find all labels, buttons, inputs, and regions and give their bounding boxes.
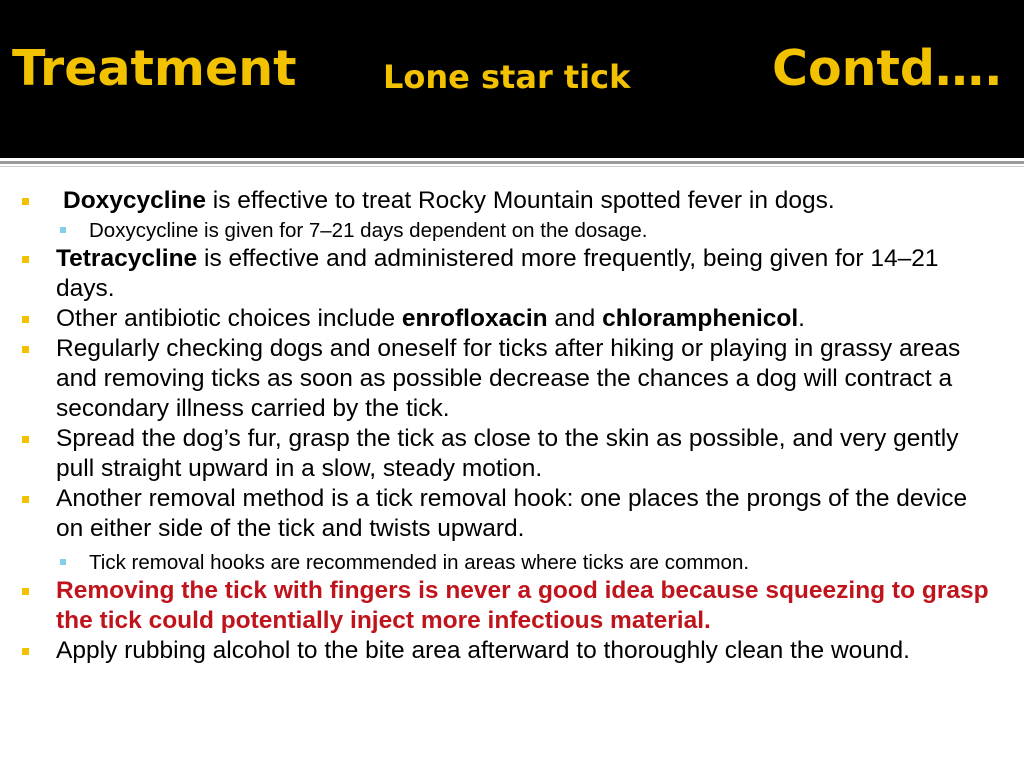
sub-item-text: Doxycycline is given for 7–21 days dependent on the dosage. xyxy=(89,219,648,242)
list-item-text: Spread the dog’s fur, grasp the tick as close to the skin as possible, and very gently pull straight upward in a slow, steady motion. xyxy=(56,425,959,482)
list-item-text: . xyxy=(798,305,805,332)
square-bullet-icon xyxy=(22,316,29,323)
sub-item-text: Tick removal hooks are recommended in areas where ticks are common. xyxy=(89,551,750,574)
drug-name: chloramphenicol xyxy=(602,305,799,332)
list-item-text: is effective to treat Rocky Mountain spotted fever in dogs. xyxy=(206,187,835,214)
slide-title-continued: Contd…. xyxy=(772,40,1003,97)
list-item-text: is effective and administered more frequently, being given for 14–21 days. xyxy=(56,245,939,302)
list-item-text: Regularly checking dogs and oneself for ticks after hiking or playing in grassy areas and removing ticks as soon as possible decrease the chances a dog will contract a secondary illness carried by the tick. xyxy=(56,335,961,422)
list-item-regular-checking xyxy=(0,334,1024,424)
header-divider-thin xyxy=(0,166,1024,167)
square-bullet-icon xyxy=(60,227,66,233)
square-bullet-icon xyxy=(22,648,29,655)
drug-name: Tetracycline xyxy=(56,245,198,272)
list-item-text: Another removal method is a tick removal hook: one places the prongs of the device on either side of the tick and twists upward. xyxy=(56,485,968,542)
slide-header xyxy=(0,0,1024,158)
list-item-text: and xyxy=(547,305,603,332)
list-item-other-antibiotics xyxy=(0,304,1024,334)
header-divider xyxy=(0,161,1024,164)
warning-text: Removing the tick with fingers is never a good idea because squeezing to grasp the tick could potentially inject more infectious material. xyxy=(56,577,989,634)
square-bullet-icon xyxy=(22,496,29,503)
list-item-tetracycline xyxy=(0,244,1024,304)
list-item-text: Apply rubbing alcohol to the bite area afterward to thoroughly clean the wound. xyxy=(56,637,910,664)
sub-item-removal-hook-use xyxy=(0,550,1024,576)
drug-name: enrofloxacin xyxy=(401,305,548,332)
list-item-removal-hook xyxy=(0,484,1024,544)
list-item-aftercare xyxy=(0,636,1024,666)
bullet-list xyxy=(0,186,1024,666)
square-bullet-icon xyxy=(22,436,29,443)
list-item-text: Other antibiotic choices include xyxy=(56,305,402,332)
square-bullet-icon xyxy=(22,256,29,263)
sub-item-doxycycline-duration xyxy=(0,218,1024,244)
list-item-warning xyxy=(0,576,1024,636)
square-bullet-icon xyxy=(22,346,29,353)
drug-name: Doxycycline xyxy=(63,187,206,214)
slide-title: Treatment xyxy=(12,40,297,97)
square-bullet-icon xyxy=(22,588,29,595)
list-item-doxycycline xyxy=(0,186,1024,216)
square-bullet-icon xyxy=(22,198,29,205)
square-bullet-icon xyxy=(60,559,66,565)
slide-subtitle: Lone star tick xyxy=(383,58,631,96)
list-item-removal-technique xyxy=(0,424,1024,484)
